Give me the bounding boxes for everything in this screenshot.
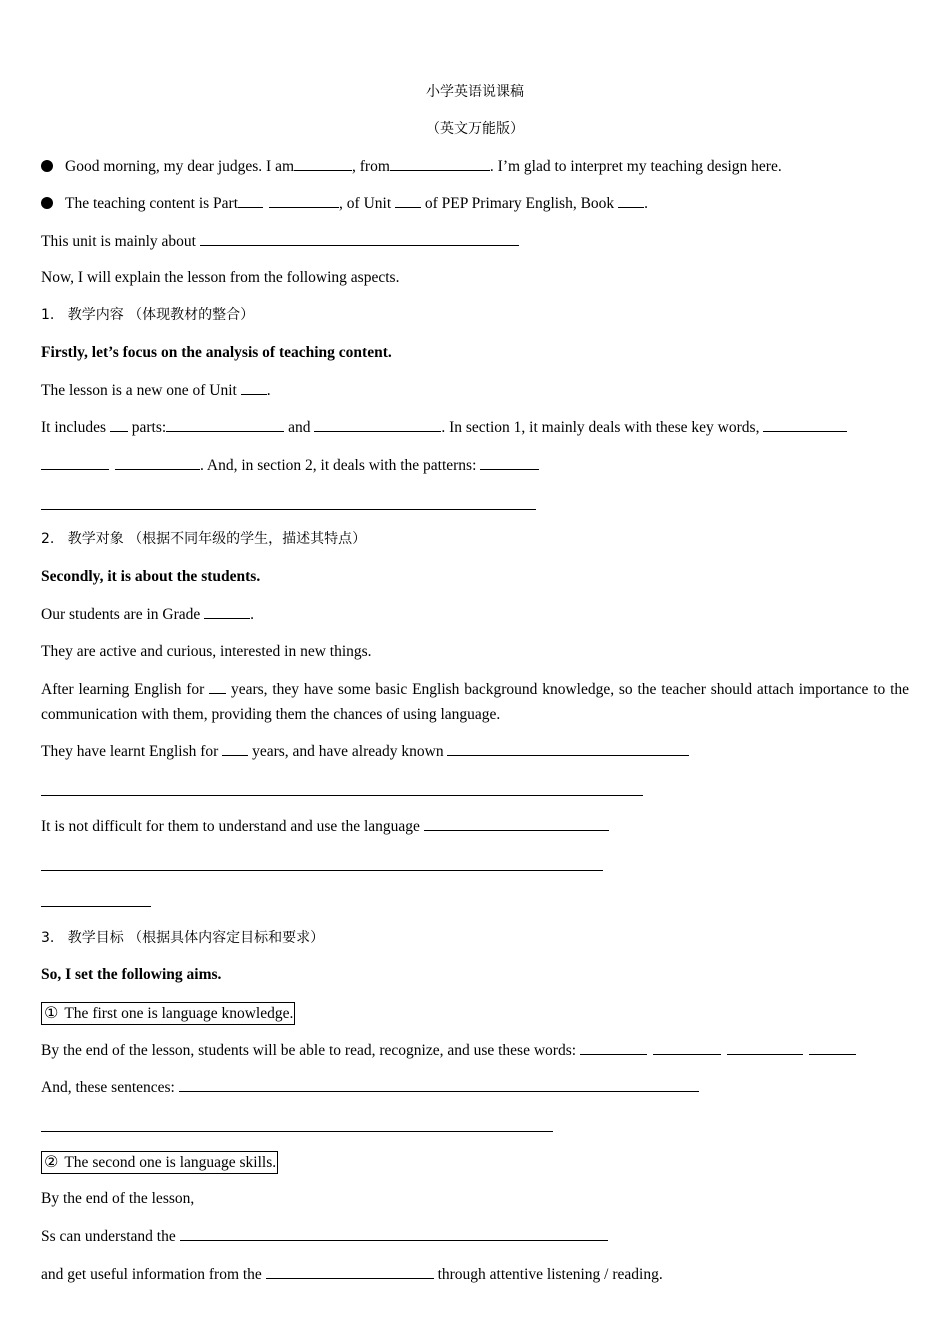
key-word-blank-1[interactable]	[763, 417, 847, 432]
aim1-box	[41, 1002, 295, 1025]
content-text-d: .	[644, 195, 648, 212]
words-line	[41, 1040, 856, 1061]
word-blank-4[interactable]	[809, 1040, 856, 1055]
name-blank[interactable]	[294, 156, 352, 171]
page-subtitle: （英文万能版）	[426, 121, 524, 137]
aim2-text: The second one is language skills.	[64, 1154, 277, 1171]
section2-heading	[41, 529, 366, 549]
understand-blank[interactable]	[180, 1226, 608, 1241]
section3-heading	[41, 928, 324, 948]
after-text-b: years, they have some basic English background knowledge, so the teacher should attach importance to the communication with them, providing them the chances of using language.	[41, 681, 910, 723]
grade-line	[41, 604, 254, 625]
greeting-text-a: Good morning, my dear judges. I am	[65, 158, 295, 175]
after-learning-paragraph	[41, 677, 909, 727]
greeting-text-b: , from	[352, 158, 390, 175]
aim1-text: The first one is language knowledge.	[64, 1005, 294, 1022]
section3-title: 教学目标 （根据具体内容定目标和要求）	[67, 930, 325, 946]
content-line	[41, 193, 648, 214]
part-blank-2[interactable]	[269, 193, 339, 208]
book-blank[interactable]	[618, 193, 644, 208]
sentence-blank-2[interactable]	[41, 1131, 553, 1132]
learnt-line	[41, 741, 689, 762]
word-blank-1[interactable]	[580, 1040, 647, 1055]
active-line: They are active and curious, interested in new things.	[41, 643, 372, 660]
part1-blank[interactable]	[166, 417, 284, 432]
known-blank-1[interactable]	[447, 741, 689, 756]
section3-number: 3.	[41, 930, 55, 946]
grade-end: .	[250, 606, 255, 623]
new-lesson-text: The lesson is a new one of Unit	[41, 382, 237, 399]
years-blank-2[interactable]	[222, 741, 248, 756]
sentence-blank-1[interactable]	[179, 1077, 699, 1092]
new-lesson-line	[41, 380, 271, 401]
part-blank-1[interactable]	[238, 193, 263, 208]
unit-about-line	[41, 231, 519, 252]
includes-line	[41, 417, 847, 438]
sentences-text: And, these sentences:	[41, 1079, 175, 1096]
difficult-text: It is not difficult for them to understand and use the language	[41, 818, 420, 835]
includes-text-b: parts:	[131, 419, 167, 436]
key-word-blank-3[interactable]	[115, 455, 200, 470]
word-blank-2[interactable]	[653, 1040, 721, 1055]
greeting-text-c: . I’m glad to interpret my teaching design here.	[489, 158, 782, 175]
aim1-line	[41, 1002, 295, 1025]
parts-count-blank[interactable]	[110, 417, 128, 432]
language-blank-3[interactable]	[41, 906, 151, 907]
unit-about-text: This unit is mainly about	[41, 233, 196, 250]
bullet-icon	[41, 197, 53, 209]
key-word-blank-2[interactable]	[41, 455, 109, 470]
learnt-text-b: years, and have already known	[252, 743, 444, 760]
aim2-line	[41, 1151, 278, 1174]
byend-line: By the end of the lesson,	[41, 1190, 195, 1207]
aim2-box	[41, 1151, 278, 1174]
section1-bold: Firstly, let’s focus on the analysis of teaching content.	[41, 344, 392, 361]
includes-text-a: It includes	[41, 419, 106, 436]
includes-text-c: and	[288, 419, 311, 436]
learnt-text-a: They have learnt English for	[41, 743, 219, 760]
section1-heading	[41, 305, 254, 325]
explain-line: Now, I will explain the lesson from the following aspects.	[41, 269, 400, 286]
section1-title: 教学内容 （体现教材的整合）	[67, 307, 255, 323]
understand-text: Ss can understand the	[41, 1228, 176, 1245]
new-lesson-end: .	[266, 382, 271, 399]
useful-line	[41, 1264, 663, 1285]
language-blank-1[interactable]	[424, 816, 609, 831]
from-blank[interactable]	[390, 156, 490, 171]
content-text-b: , of Unit	[339, 195, 392, 212]
patterns-text: . And, in section 2, it deals with the patterns:	[200, 457, 477, 474]
section2-number: 2.	[41, 531, 55, 547]
circled-two-icon: ②	[44, 1152, 59, 1171]
after-text-a: After learning English for	[41, 681, 205, 698]
page-title: 小学英语说课稿	[426, 84, 524, 100]
section2-bold: Secondly, it is about the students.	[41, 568, 261, 585]
useful-blank[interactable]	[266, 1264, 434, 1279]
pattern-blank-1[interactable]	[480, 455, 539, 470]
grade-text: Our students are in Grade	[41, 606, 201, 623]
years-blank-1[interactable]	[209, 679, 226, 694]
section1-number: 1.	[41, 307, 55, 323]
lesson-unit-blank[interactable]	[241, 380, 267, 395]
grade-blank[interactable]	[204, 604, 250, 619]
content-text-a: The teaching content is Part	[65, 195, 239, 212]
difficult-line	[41, 816, 609, 837]
greeting-line	[41, 156, 782, 177]
includes-text-d: . In section 1, it mainly deals with these key words,	[441, 419, 760, 436]
useful-text-b: through attentive listening / reading.	[437, 1266, 663, 1283]
useful-text-a: and get useful information from the	[41, 1266, 262, 1283]
section2-title: 教学对象 （根据不同年级的学生，描述其特点）	[67, 531, 367, 547]
known-blank-2[interactable]	[41, 795, 643, 796]
language-blank-2[interactable]	[41, 870, 603, 871]
understand-line	[41, 1226, 608, 1247]
circled-one-icon: ①	[44, 1003, 59, 1022]
bullet-icon	[41, 160, 53, 172]
sentences-line	[41, 1077, 699, 1098]
unit-blank[interactable]	[395, 193, 421, 208]
unit-about-blank[interactable]	[200, 231, 519, 246]
content-text-c: of PEP Primary English, Book	[424, 195, 615, 212]
word-blank-3[interactable]	[727, 1040, 803, 1055]
words-text: By the end of the lesson, students will be able to read, recognize, and use these words:	[41, 1042, 577, 1059]
pattern-blank-2[interactable]	[41, 509, 536, 510]
part2-blank[interactable]	[314, 417, 441, 432]
section3-bold: So, I set the following aims.	[41, 966, 222, 983]
patterns-line	[41, 455, 539, 476]
